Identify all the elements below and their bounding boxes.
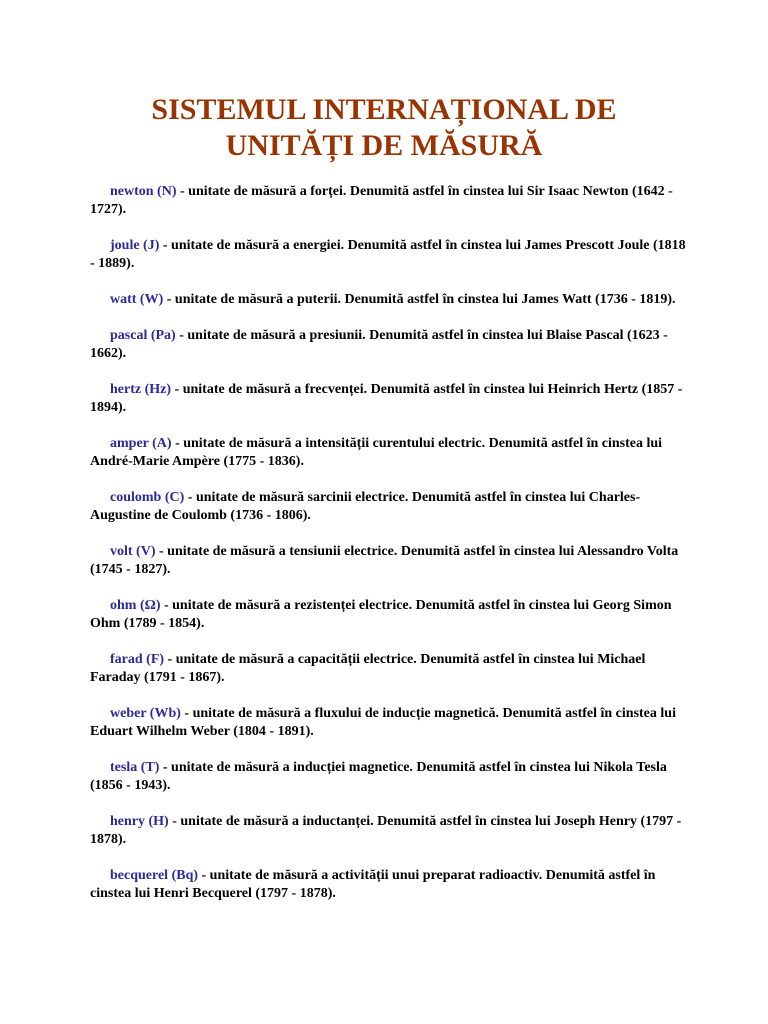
unit-description: - unitate de măsură sarcinii electrice. Denumită astfel în cinstea lui Charles-Augustine de Coulomb (1736 - 1806). xyxy=(90,490,641,523)
unit-description: - unitate de măsură a intensității curentului electric. Denumită astfel în cinstea lui André-Marie Ampère (1775 - 1836). xyxy=(90,436,663,469)
title-line-1: SISTEMUL INTERNAȚIONAL DE xyxy=(151,93,617,126)
unit-name: ohm (Ω) xyxy=(110,598,161,613)
unit-name: tesla (T) xyxy=(110,760,160,775)
unit-name: farad (F) xyxy=(110,652,165,667)
unit-name: newton (N) xyxy=(110,184,177,199)
unit-name: coulomb (C) xyxy=(110,490,185,505)
list-item xyxy=(90,651,690,687)
list-item xyxy=(90,759,690,795)
list-item xyxy=(90,597,690,633)
unit-list xyxy=(90,183,690,921)
unit-name: joule (J) xyxy=(110,238,160,253)
list-item xyxy=(90,381,690,417)
unit-description: - unitate de măsură a energiei. Denumită astfel în cinstea lui James Prescott Joule (1818 - 1889). xyxy=(90,238,686,271)
page-title xyxy=(0,92,768,164)
list-item xyxy=(90,543,690,579)
unit-name: becquerel (Bq) xyxy=(110,868,199,883)
unit-name: weber (Wb) xyxy=(110,706,181,721)
unit-description: - unitate de măsură a fluxului de inducție magnetică. Denumită astfel în cinstea lui Eduart Wilhelm Weber (1804 - 1891). xyxy=(90,706,676,739)
title-line-2: UNITĂȚI DE MĂSURĂ xyxy=(225,129,543,162)
list-item xyxy=(90,489,690,525)
unit-description: - unitate de măsură a activității unui preparat radioactiv. Denumită astfel în cinstea lui Henri Becquerel (1797 - 1878). xyxy=(90,868,656,901)
unit-description: - unitate de măsură a presiunii. Denumită astfel în cinstea lui Blaise Pascal (1623 - 1662). xyxy=(90,328,668,361)
list-item xyxy=(90,327,690,363)
unit-name: watt (W) xyxy=(110,292,164,307)
list-item xyxy=(90,237,690,273)
unit-name: pascal (Pa) xyxy=(110,328,176,343)
list-item xyxy=(90,867,690,903)
unit-name: henry (H) xyxy=(110,814,169,829)
list-item xyxy=(90,291,690,309)
unit-description: - unitate de măsură a puterii. Denumită astfel în cinstea lui James Watt (1736 - 1819). xyxy=(163,292,676,307)
unit-description: - unitate de măsură a inductanței. Denumită astfel în cinstea lui Joseph Henry (1797 - 1878). xyxy=(90,814,682,847)
unit-name: hertz (Hz) xyxy=(110,382,172,397)
list-item xyxy=(90,705,690,741)
unit-description: - unitate de măsură a capacității electrice. Denumită astfel în cinstea lui Michael Faraday (1791 - 1867). xyxy=(90,652,646,685)
list-item xyxy=(90,813,690,849)
unit-name: amper (A) xyxy=(110,436,172,451)
list-item xyxy=(90,183,690,219)
unit-description: - unitate de măsură a forței. Denumită astfel în cinstea lui Sir Isaac Newton (1642 - 1727). xyxy=(90,184,673,217)
unit-description: - unitate de măsură a inducției magnetice. Denumită astfel în cinstea lui Nikola Tesla (1856 - 1943). xyxy=(90,760,667,793)
list-item xyxy=(90,435,690,471)
unit-description: - unitate de măsură a rezistenței electrice. Denumită astfel în cinstea lui Georg Simon Ohm (1789 - 1854). xyxy=(90,598,672,631)
unit-description: - unitate de măsură a frecvenței. Denumită astfel în cinstea lui Heinrich Hertz (1857 - 1894). xyxy=(90,382,683,415)
unit-description: - unitate de măsură a tensiunii electrice. Denumită astfel în cinstea lui Alessandro Volta (1745 - 1827). xyxy=(90,544,679,577)
unit-name: volt (V) xyxy=(110,544,156,559)
